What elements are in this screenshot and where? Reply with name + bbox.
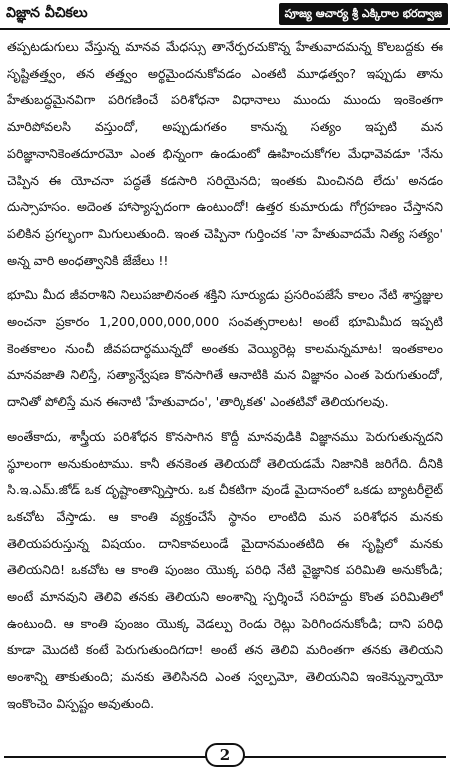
page-number: 2: [205, 743, 245, 767]
book-title: విజ్ఞాన వీచికలు: [6, 5, 88, 21]
paragraph-1: తప్పటడుగులు వేస్తున్న మానవ మేధస్సు తానేర్పరచుకొన్న హేతువాదమన్న కొలబద్దకు ఈ సృష్టితత్త్వం, తన తత్త్వం అర్థమైందనుకోవడం ఎంతటి మూఢత్వం? ఇప్పుడు తాను హేతుబద్ధమైనవిగా పరిగణించే పరిశోధనా విధానాలు ముందు ముందు ఇంకెంతగా మారిపోవలసి వస్తుందో, అప్పుడుగతం కానున్న సత్యం ఇప్పటి మన పరిజ్ఞానానికెంతదూరమో ఎంత భిన్నంగా ఉండుంటో ఊహించుకోగల మేధావెవడూ 'నేను చెప్పిన ఈ యోచనా పద్ధతే కడసారి సరియైనది; ఇంతకు మించినది లేదు' అనడం దుస్సాహసం. అదెంత హాస్యాస్పదంగా ఉంటుందో! ఉత్తర కుమారుడు గోగ్రహణం చేస్తానని పలికిన ప్రగల్భంగా మిగులుతుంది. ఇంత చెప్పినా గుర్తించక 'నా హేతువాదమే నిత్య సత్యం' అన్న వారి అంధత్వానికి జేజేలు !!: [7, 39, 443, 268]
paragraph-3: అంతేకాదు, శాస్త్రీయ పరిశోధన కొనసాగిన కొద్దీ మానవుడికి విజ్ఞానము పెరుగుతున్నదని స్థూలంగా అనుకుంటాము. కానీ తనకెంత తెలియదో తెలియడమే నిజానికి జరిగేది. దీనికి సి.ఇ.ఎమ్.జోడ్ ఒక దృష్టాంతాన్నిస్తారు. ఒక చీకటిగా వుండే మైదానంలో ఒకడు బ్యాటరీలైట్ ఒకచోట వేస్తాడు. ఆ కాంతి వ్యక్తంచేసే స్థానం లాంటిది మన పరిశోధన మనకు తెలియపరుస్తున్న విషయం. దానికావలుండే మైదానమంతటిది ఈ సృష్టిలో మనకు తెలియనిది! ఒకచోట ఆ కాంతి పుంజం యొక్క పరిధి నేటి వైజ్ఞానిక పరిమితి అనుకోండి; అంటే మానవుని తెలివి తనకు తెలియని అంశాన్ని స్పర్శించే సరిహద్దు కొంత పరిమితిలో ఉంటుంది. ఆ కాంతి పుంజం యొక్క వెడల్పు రెండు రెట్లు పెరిగిందనుకోండి; దాని పరిధి కూడా మొదటి కంటే పెరుగుతుందిగదా! అంటే తన తెలివి మరింతగా తనకు తెలియని అంశాన్ని తాకుతుంది; మనకు తెలిసినది ఎంత స్వల్పమో, తెలియనివి ఇంకెన్నున్నాయో ఇంకొంచెం విస్పష్టం అవుతుంది.: [7, 428, 443, 711]
paragraph-gap: [7, 416, 443, 424]
page-footer: [0, 743, 450, 771]
body-text: [7, 34, 443, 728]
author-banner: పూజ్య ఆచార్య శ్రీ ఎక్కిరాల భరద్వాజ: [279, 3, 448, 25]
paragraph-gap: [7, 274, 443, 282]
page-header: [0, 0, 450, 30]
paragraph-2: భూమి మీద జీవరాశిని నిలుపజాలినంత శక్తిని సూర్యుడు ప్రసరింపజేసే కాలం నేటి శాస్త్రజ్ఞుల అంచనా ప్రకారం 1,200,000,000,000 సంవత్సరాలట! అంటే భూమిమీద ఇప్పటి కెంతకాలం నుంచీ జీవపదార్థమున్నదో అంతకు వెయ్యిరెట్ల కాలమన్నమాట! ఇంతకాలం మానవజాతి నిలిస్తే, సత్యాన్వేషణ కొనసాగితే ఆనాటికి మన విజ్ఞానం ఎంత పెరుగుతుందో, దానితో పోలిస్తే మన ఈనాటి 'హేతువాదం', 'తార్కికత' ఎంతటివో తెలియగలవు.: [7, 287, 443, 410]
